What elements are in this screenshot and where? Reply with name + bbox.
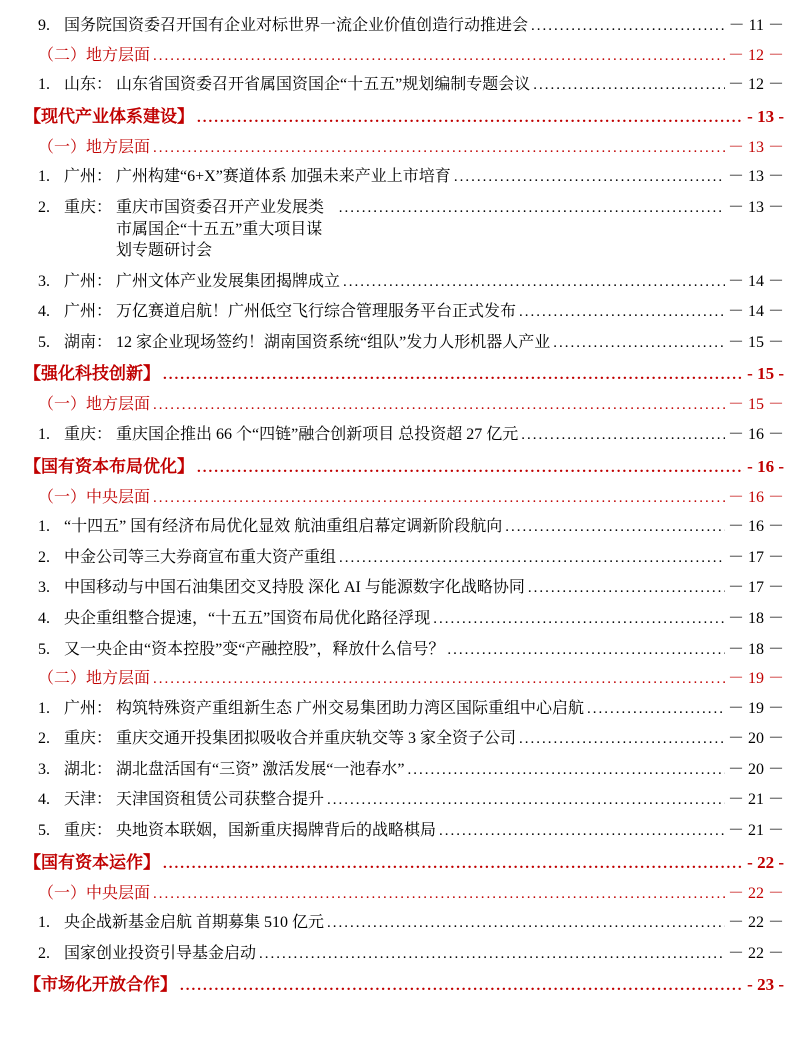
toc-entry-region: 重庆： [64, 822, 113, 840]
toc-entry-number: 1. [38, 914, 50, 932]
toc-leader-dots [454, 167, 725, 187]
toc-entry-page: － 15 － [727, 333, 784, 351]
toc-entry[interactable] [22, 450, 784, 483]
toc-entry-region: 山东： [64, 76, 113, 94]
toc-leader-dots [439, 821, 725, 841]
toc-entry[interactable] [22, 664, 784, 693]
toc-entry-title: 央企战新基金启航 首期募集 510 亿元 [64, 914, 325, 932]
toc-leader-dots [163, 854, 744, 874]
toc-entry-region: 湖北： [64, 760, 113, 778]
toc-entry-title: （一）地方层面 [38, 396, 151, 414]
toc-entry-number: 3. [38, 579, 50, 597]
toc-entry-page: － 18 － [727, 609, 784, 627]
toc-entry-page: － 13 － [727, 168, 784, 186]
toc-entry-page: － 15 － [727, 396, 784, 414]
toc-entry-number: 9. [38, 17, 50, 34]
toc-entry[interactable] [22, 572, 784, 603]
toc-entry-page: － 16 － [727, 426, 784, 443]
toc-entry-page: － 21 － [727, 822, 784, 840]
toc-entry-number: 2. [38, 198, 50, 216]
toc-leader-dots [533, 75, 725, 95]
toc-entry[interactable] [22, 603, 784, 634]
toc-entry-page: － 21 － [727, 791, 784, 809]
toc-entry-title: （二）地方层面 [38, 46, 151, 64]
toc-entry-page: － 22 － [727, 914, 784, 932]
toc-entry-page: － 14 － [727, 272, 784, 290]
toc-leader-dots [587, 699, 725, 719]
toc-leader-dots [339, 548, 725, 568]
toc-entry-page: － 17 － [727, 548, 784, 566]
toc-entry-title: 广州构建“6+X”赛道体系 加强未来产业上市培育 [116, 168, 451, 186]
toc-entry-title: 12 家企业现场签约！湖南国资系统“组队”发力人形机器人产业 [116, 333, 551, 351]
toc-leader-dots [153, 884, 725, 904]
toc-entry-number: 5. [38, 333, 50, 351]
toc-entry-title: （一）地方层面 [38, 138, 151, 156]
toc-leader-dots [180, 976, 744, 996]
toc-entry[interactable] [22, 41, 784, 70]
toc-entry[interactable] [22, 938, 784, 969]
toc-entry-title: 山东省国资委召开省属国资国企“十五五”规划编制专题会议 [116, 76, 531, 94]
toc-entry-title: 万亿赛道启航！广州低空飞行综合管理服务平台正式发布 [116, 303, 517, 321]
toc-entry[interactable] [22, 192, 784, 266]
toc-entry-page: - 22 - [747, 852, 784, 872]
toc-leader-dots [528, 578, 725, 598]
toc-leader-dots [407, 760, 725, 780]
toc-leader-dots [153, 488, 725, 508]
toc-entry-title: 【市场化开放合作】 [24, 975, 177, 995]
toc-leader-dots [197, 108, 744, 128]
toc-entry-page: - 16 - [747, 456, 784, 476]
toc-entry-page: － 17 － [727, 579, 784, 597]
toc-leader-dots [521, 425, 725, 445]
toc-entry-page: - 23 - [747, 975, 784, 995]
toc-entry[interactable] [22, 133, 784, 162]
toc-entry-page: - 13 - [747, 106, 784, 126]
toc-entry-page: － 20 － [727, 730, 784, 748]
toc-entry-number: 4. [38, 303, 50, 321]
toc-entry-region: 重庆： [64, 730, 113, 748]
toc-entry-title: 重庆国企推出 66 个“四链”融合创新项目 总投资超 27 亿元 [116, 426, 519, 443]
toc-list [22, 10, 784, 1001]
toc-entry[interactable] [22, 968, 784, 1001]
toc-leader-dots [327, 913, 725, 933]
toc-leader-dots [519, 302, 725, 322]
toc-entry[interactable] [22, 100, 784, 133]
toc-entry-number: 5. [38, 640, 50, 658]
toc-entry-region: 广州： [64, 699, 113, 717]
toc-entry[interactable] [22, 846, 784, 879]
toc-entry[interactable] [22, 69, 784, 100]
toc-entry-page: － 11 － [728, 17, 784, 34]
toc-entry[interactable] [22, 419, 784, 450]
toc-entry-title: 【强化科技创新】 [24, 364, 160, 384]
toc-entry-page: － 16 － [727, 488, 784, 506]
toc-entry[interactable] [22, 784, 784, 815]
toc-entry-region: 广州： [64, 272, 113, 290]
toc-entry-title: （二）地方层面 [38, 670, 151, 688]
toc-entry-title: 【现代产业体系建设】 [24, 106, 194, 126]
toc-leader-dots [327, 790, 725, 810]
toc-entry-page: － 16 － [727, 518, 784, 536]
toc-leader-dots [153, 669, 725, 689]
toc-leader-dots [343, 272, 725, 292]
toc-entry[interactable] [22, 327, 784, 358]
toc-leader-dots [531, 16, 726, 36]
toc-entry-page: － 13 － [727, 138, 784, 156]
toc-entry-number: 4. [38, 791, 50, 809]
toc-entry-title: 央企重组整合提速，“十五五”国资布局优化路径浮现 [64, 609, 431, 627]
toc-entry[interactable] [22, 815, 784, 846]
toc-entry-title: 广州文体产业发展集团揭牌成立 [116, 272, 341, 290]
toc-entry[interactable] [22, 723, 784, 754]
toc-entry-title: 中国移动与中国石油集团交叉持股 深化 AI 与能源数字化战略协同 [64, 579, 525, 597]
toc-entry-region: 天津： [64, 791, 113, 809]
toc-entry-page: － 12 － [727, 76, 784, 94]
toc-entry-title: 国务院国资委召开国有企业对标世界一流企业价值创造行动推进会 [64, 17, 529, 34]
toc-entry-region: 湖南： [64, 333, 113, 351]
toc-entry-page: － 14 － [727, 303, 784, 321]
toc-leader-dots [519, 729, 725, 749]
toc-entry-number: 1. [38, 76, 50, 94]
toc-entry-region: 广州： [64, 168, 113, 186]
toc-entry[interactable] [22, 879, 784, 908]
toc-entry[interactable] [22, 10, 784, 41]
toc-leader-dots [153, 46, 725, 66]
toc-entry-number: 1. [38, 518, 50, 536]
toc-leader-dots [447, 640, 725, 660]
toc-entry-number: 4. [38, 609, 50, 627]
toc-entry-number: 2. [38, 548, 50, 566]
toc-entry-title: 天津国资租赁公司获整合提升 [116, 791, 325, 809]
toc-leader-dots [163, 365, 744, 385]
toc-leader-dots [153, 138, 725, 158]
toc-entry-region: 重庆： [64, 198, 113, 216]
toc-entry-title: 央地资本联姻，国新重庆揭牌背后的战略棋局 [116, 822, 437, 840]
toc-leader-dots [259, 944, 725, 964]
toc-entry-number: 3. [38, 272, 50, 290]
toc-entry-title: 国家创业投资引导基金启动 [64, 944, 257, 962]
toc-entry-title: 又一央企由“资本控股”变“产融控股”，释放什么信号？ [64, 640, 445, 658]
toc-entry-number: 2. [38, 730, 50, 748]
toc-leader-dots [153, 395, 725, 415]
toc-leader-dots [553, 333, 725, 353]
toc-entry-title: 【国有资本运作】 [24, 852, 160, 872]
toc-entry-title: （一）中央层面 [38, 884, 151, 902]
toc-entry-title: 湖北盘活国有“三资” 激活发展“一池春水” [116, 760, 405, 778]
toc-entry-page: － 19 － [727, 670, 784, 688]
toc-entry[interactable] [22, 693, 784, 724]
toc-entry-title: “十四五” 国有经济布局优化显效 航油重组启幕定调新阶段航向 [64, 518, 503, 536]
toc-entry-number: 1. [38, 168, 50, 186]
toc-leader-dots [505, 517, 725, 537]
toc-entry-region: 广州： [64, 303, 113, 321]
toc-entry-title: 重庆交通开投集团拟吸收合并重庆轨交等 3 家全资子公司 [116, 730, 517, 748]
toc-entry-number: 3. [38, 760, 50, 778]
toc-leader-dots [197, 458, 744, 478]
toc-entry-title: 重庆市国资委召开产业发展类市属国企“十五五”重大项目谋划专题研讨会 [116, 198, 325, 260]
toc-entry[interactable] [22, 483, 784, 512]
toc-entry-region: 重庆： [64, 426, 113, 443]
toc-entry-page: － 13 － [727, 198, 784, 216]
toc-entry[interactable] [22, 161, 784, 192]
toc-entry[interactable] [22, 266, 784, 297]
toc-entry[interactable] [22, 357, 784, 390]
toc-entry-page: － 20 － [727, 760, 784, 778]
toc-entry-page: － 22 － [727, 884, 784, 902]
toc-entry[interactable] [22, 754, 784, 785]
toc-entry-number: 1. [38, 426, 50, 443]
toc-entry-page: － 22 － [727, 944, 784, 962]
toc-entry-page: － 12 － [727, 46, 784, 64]
toc-entry[interactable] [22, 296, 784, 327]
toc-entry-page: - 15 - [747, 364, 784, 384]
toc-entry-title: 【国有资本布局优化】 [24, 456, 194, 476]
toc-entry[interactable] [22, 907, 784, 938]
toc-entry-number: 1. [38, 699, 50, 717]
toc-entry-page: － 18 － [727, 640, 784, 658]
toc-leader-dots [433, 609, 725, 629]
toc-entry-page: － 19 － [727, 699, 784, 717]
toc-entry-number: 5. [38, 822, 50, 840]
toc-entry-title: 中金公司等三大券商宣布重大资产重组 [64, 548, 337, 566]
toc-entry-number: 2. [38, 944, 50, 962]
toc-entry[interactable] [22, 511, 784, 542]
toc-leader-dots [339, 198, 725, 218]
toc-entry-title: 构筑特殊资产重组新生态 广州交易集团助力湾区国际重组中心启航 [116, 699, 585, 717]
toc-entry[interactable] [22, 634, 784, 665]
toc-entry[interactable] [22, 542, 784, 573]
toc-entry-title: （一）中央层面 [38, 488, 151, 506]
toc-entry[interactable] [22, 390, 784, 419]
